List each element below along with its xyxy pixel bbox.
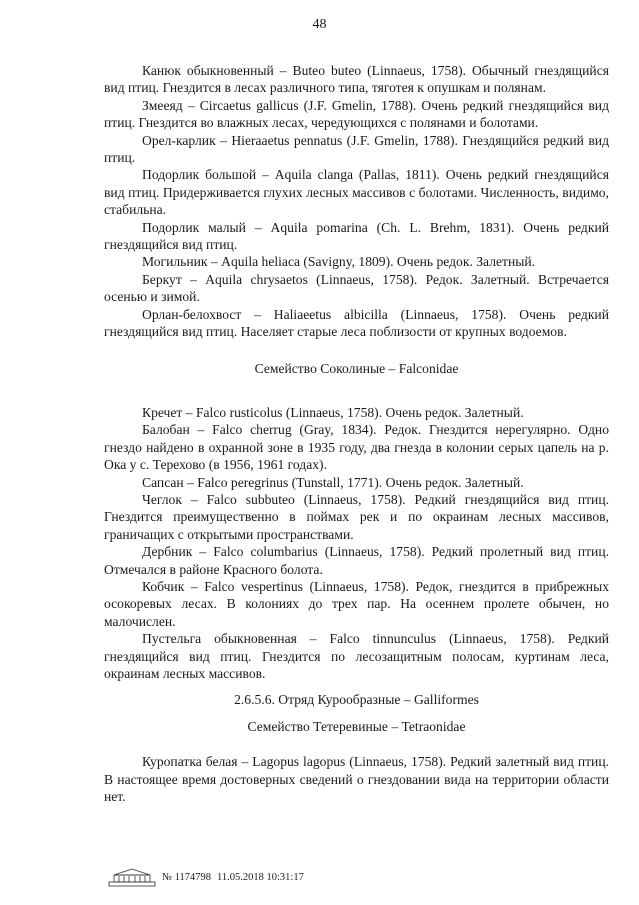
- family-heading-tetraonidae: Семейство Тетеревиные – Tetraonidae: [247, 718, 466, 734]
- species-paragraph: Чеглок – Falco subbuteo (Linnaeus, 1758). Редкий гнездящийся вид птиц. Гнездится преимущественно в поймах рек и по окраинам лесных массивов, граничащих с открытыми пространствами.: [104, 491, 609, 542]
- document-body: [104, 62, 609, 805]
- species-paragraph: Канюк обыкновенный – Buteo buteo (Linnaeus, 1758). Обычный гнездящийся вид птиц. Гнездится в лесах различного типа, тяготея к опушкам и полянам.: [104, 63, 609, 96]
- species-paragraph: Куропатка белая – Lagopus lagopus (Linnaeus, 1758). Редкий залетный вид птиц. В настоящее время достоверных сведений о гнездовании вида на территории области нет.: [104, 754, 609, 805]
- species-paragraph: Кречет – Falco rusticolus (Linnaeus, 1758). Очень редок. Залетный.: [142, 404, 524, 420]
- species-paragraph: Змееяд – Circaetus gallicus (J.F. Gmelin, 1788). Очень редкий гнездящийся вид птиц. Гнездится во влажных лесах, чередующихся с полянами и болотами.: [104, 97, 609, 131]
- species-paragraph: Беркут – Aquila chrysaetos (Linnaeus, 1758). Редок. Залетный. Встречается осенью и зимой.: [104, 271, 609, 305]
- species-paragraph: Орел-карлик – Hieraaetus pennatus (J.F. Gmelin, 1788). Гнездящийся редкий вид птиц.: [104, 132, 609, 166]
- government-building-logo-icon: [108, 867, 156, 887]
- document-number: № 1174798: [162, 871, 212, 883]
- order-heading-galliformes: 2.6.5.6. Отряд Курообразные – Galliformes: [234, 692, 479, 708]
- species-paragraph: Пустельга обыкновенная – Falco tinnunculus (Linnaeus, 1758). Редкий гнездящийся вид птиц. Гнездится по лесозащитным полосам, куртинам леса, окраинам лесных массивов.: [104, 631, 609, 681]
- species-paragraph: Подорлик большой – Aquila clanga (Pallas, 1811). Очень редкий гнездящийся вид птиц. Придерживается глухих лесных массивов с болотами. Численность, видимо, стабильна.: [104, 167, 609, 218]
- page-number: 48: [312, 17, 327, 32]
- family-heading-falconidae: Семейство Соколиные – Falconidae: [254, 360, 459, 376]
- species-paragraph: Сапсан – Falco peregrinus (Tunstall, 1771). Очень редок. Залетный.: [142, 474, 524, 490]
- species-paragraph: Орлан-белохвост – Haliaeetus albicilla (Linnaeus, 1758). Очень редкий гнездящийся вид птиц. Населяет старые леса поблизости от крупных водоемов.: [104, 306, 609, 340]
- species-paragraph: Дербник – Falco columbarius (Linnaeus, 1758). Редкий пролетный вид птиц. Отмечался в районе Красного болота.: [104, 544, 609, 577]
- document-datetime: 11.05.2018 10:31:17: [217, 871, 304, 883]
- species-paragraph: Балобан – Falco cherrug (Gray, 1834). Редок. Гнездится нерегулярно. Одно гнездо найдено в охранной зоне в 1935 году, два гнезда в колонии серых цапель на р. Ока у с. Терехово (в 1956, 1961 годах).: [104, 422, 609, 473]
- document-footer: [108, 867, 304, 887]
- species-paragraph: Кобчик – Falco vespertinus (Linnaeus, 1758). Редок, гнездится в прибрежных осокоревых лесах. В колониях до трех пар. На осеннем пролете обычен, но малочислен.: [104, 578, 609, 629]
- species-paragraph: Могильник – Aquila heliaca (Savigny, 1809). Очень редок. Залетный.: [142, 254, 536, 270]
- species-paragraph: Подорлик малый – Aquila pomarina (Ch. L. Brehm, 1831). Очень редкий гнездящийся вид птиц.: [104, 219, 609, 253]
